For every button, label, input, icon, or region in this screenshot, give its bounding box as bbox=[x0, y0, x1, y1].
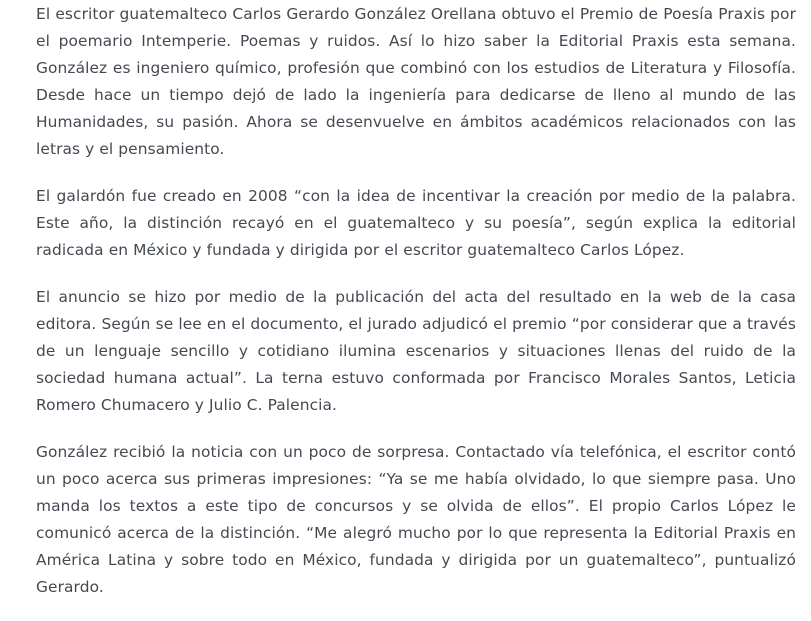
article-paragraph: El anuncio se hizo por medio de la publicación del acta del resultado en la web de la casa editora. Según se lee en el documento, el jurado adjudicó el premio “por considerar que a través de un lenguaje sencillo y cotidiano ilumina escenarios y situaciones llenas del ruido de la sociedad humana actual”. La terna estuvo conformada por Francisco Morales Santos, Leticia Romero Chumacero y Julio C. Palencia. bbox=[36, 288, 796, 414]
article-paragraph: González recibió la noticia con un poco de sorpresa. Contactado vía telefónica, el escritor contó un poco acerca sus primeras impresiones: “Ya se me había olvidado, lo que siempre pasa. Uno manda los textos a este tipo de concursos y se olvida de ellos”. El propio Carlos López le comunicó acerca de la distinción. “Me alegró mucho por lo que representa la Editorial Praxis en América Latina y sobre todo en México, fundada y dirigida por un guatemalteco”, puntualizó Gerardo. bbox=[36, 443, 796, 596]
article-body bbox=[36, 1, 796, 621]
article-paragraph: El escritor guatemalteco Carlos Gerardo González Orellana obtuvo el Premio de Poesía Praxis por el poemario Intemperie. Poemas y ruidos. Así lo hizo saber la Editorial Praxis esta semana. González es ingeniero químico, profesión que combinó con los estudios de Literatura y Filosofía. Desde hace un tiempo dejó de lado la ingeniería para dedicarse de lleno al mundo de las Humanidades, su pasión. Ahora se desenvuelve en ámbitos académicos relacionados con las letras y el pensamiento. bbox=[36, 5, 796, 158]
article-paragraph: El galardón fue creado en 2008 “con la idea de incentivar la creación por medio de la palabra. Este año, la distinción recayó en el guatemalteco y su poesía”, según explica la editorial radicada en México y fundada y dirigida por el escritor guatemalteco Carlos López. bbox=[36, 187, 796, 259]
